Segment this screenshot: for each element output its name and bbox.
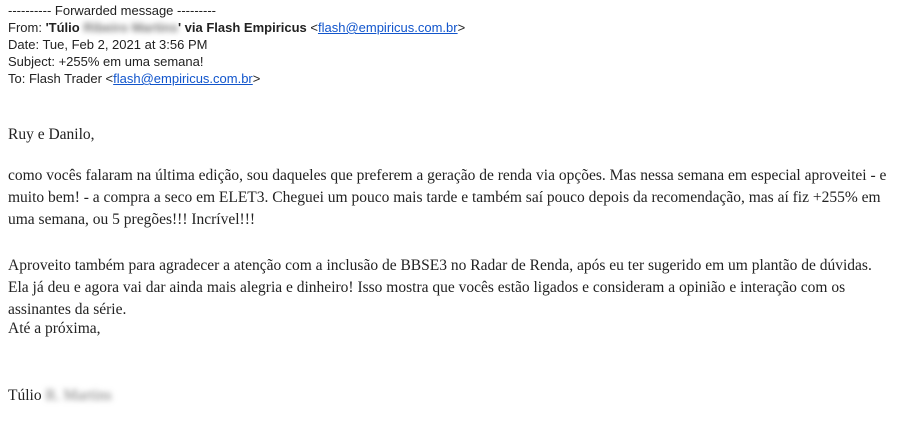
subject-line: Subject: +255% em uma semana!: [8, 54, 204, 69]
to-label: To: Flash Trader <: [8, 71, 114, 86]
to-line: [8, 70, 465, 87]
from-email-link[interactable]: flash@empiricus.com.br: [317, 20, 458, 35]
to-email-link[interactable]: flash@empiricus.com.br: [113, 71, 253, 86]
from-quote-open: ': [45, 20, 49, 35]
from-email-close: >: [457, 20, 466, 35]
from-email-open: <: [306, 20, 318, 35]
email-paragraph-2: Aproveito também para agradecer a atenção com a inclusão de BBSE3 no Radar de Renda, após eu ter sugerido em um plantão de dúvidas. Ela já deu e agora vai dar ainda mais alegria e dinheiro! Isso mostra que vocês estão ligados e consideram a opinião e interação com os assinantes da série.: [8, 257, 872, 318]
forwarded-separator: ---------- Forwarded message ---------: [8, 3, 216, 18]
forwarded-header: [8, 2, 465, 87]
to-email-close: >: [252, 71, 261, 86]
signature-first-name: Túlio: [8, 387, 42, 404]
from-sender: [46, 20, 307, 35]
email-signature: [8, 385, 888, 407]
from-line: [8, 19, 465, 36]
from-label: From:: [8, 20, 46, 35]
from-first-name: Túlio: [48, 20, 80, 35]
email-paragraph-1: como vocês falaram na última edição, sou daqueles que preferem a geração de renda via opções. Mas nessa semana em especial aproveitei - e muito bem! - a compra a seco em ELET3. Cheguei um pouco mais tarde e também saí pouco depois da recomendação, mas aí fiz +255% em uma semana, ou 5 pregões!!! Incrível!!!: [8, 167, 887, 228]
email-closing: Até a próxima,: [8, 320, 101, 337]
from-quote-close: ' via Flash Empiricus: [177, 20, 307, 35]
signature-redacted-name: R. Martins: [45, 387, 112, 404]
email-greeting: Ruy e Danilo,: [8, 126, 95, 143]
from-redacted-name: Ribeiro Martins: [83, 20, 178, 35]
date-line: Date: Tue, Feb 2, 2021 at 3:56 PM: [8, 37, 208, 52]
